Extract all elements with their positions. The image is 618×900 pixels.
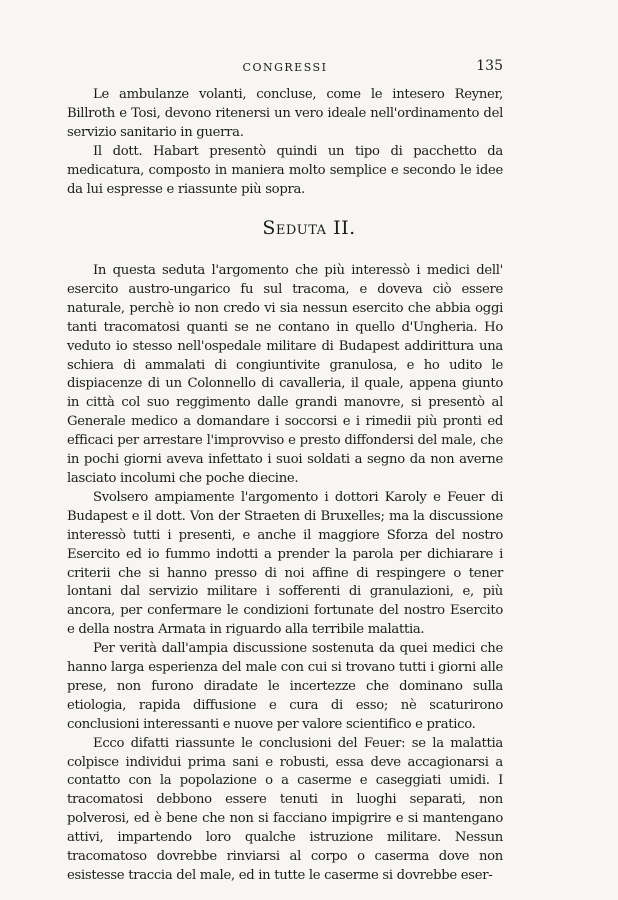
paragraph: Il dott. Habart presentò quindi un tipo di pacchetto da medicatura, composto in maniera molto semplice e secondo le idee da lui espresse e riassunte più sopra.: [67, 143, 503, 197]
paragraph: Ecco difatti riassunte le conclusioni del Feuer: se la malattia colpisce individui prima sani e robusti, essa deve accagionarsi a contatto con la popolazione o a caserme e caseggiati umidi. I tracomatosi debbono essere tenuti in luoghi separati, non polverosi, ed è bene che non si facciano impigrire e si mantengano attivi, impartendo loro qualche istruzione militare. Nessun tracomatoso dovrebbe rinviarsi al corpo o caserma dove non esistesse traccia del male, ed in tutte le caserme si dovrebbe eser-: [67, 735, 503, 883]
running-head: [67, 58, 503, 78]
paragraph: Per verità dall'ampia discussione sostenuta da quei medici che hanno larga esperienza del male con cui si trovano tutti i giorni alle prese, non furono diradate le incertezze che dominano sulla etiologia, rapida diffusione e cura di esso; nè scaturirono conclusioni interessanti e nuove per valore scientifico e pratico.: [67, 641, 503, 732]
intro-text: [67, 86, 503, 199]
paragraph: Svolsero ampiamente l'argomento i dottori Karoly e Feuer di Budapest e il dott. Von der Straeten di Bruxelles; ma la discussione interessò tutti i presenti, e anche il maggiore Sforza del nostro Esercito ed io fummo indotti a prender la parola per dichiarare i criterii che si hanno presso di noi affine di respingere o tener lontani dal servizio militare i sofferenti di granulazioni, e, più ancora, per confermare le condizioni fortunate del nostro Esercito e della nostra Armata in riguardo alla terribile malattia.: [67, 489, 503, 638]
body-text: [67, 262, 503, 886]
paragraph: In questa seduta l'argomento che più interessò i medici dell' esercito austro-ungarico fu sul tracoma, e doveva ciò essere naturale, perchè io non credo vi sia nessun esercito che abbia oggi tanti tracomatosi quanti se ne contano in quello d'Ungheria. Ho veduto io stesso nell'ospedale militare di Budapest addirittura una schiera di ammalati di congiuntivite granulosa, e ho udito le dispiacenze di un Colonnello di cavalleria, il quale, appena giunto in città col suo reggimento dalle grandi manovre, si presentò al Generale medico a domandare i soccorsi e i rimedii più pronti ed efficaci per arrestare l'improvviso e presto diffondersi del male, che in pochi giorni aveva infettato i suoi soldati a segno da non averne lasciato incolumi che poche diecine.: [67, 263, 503, 486]
page-number: 135: [476, 58, 503, 74]
section-heading: Seduta II.: [262, 217, 356, 239]
paragraph: Le ambulanze volanti, concluse, come le intesero Reyner, Billroth e Tosi, devono ritenersi un vero ideale nell'ordinamento del servizio sanitario in guerra.: [67, 87, 503, 140]
running-title: CONGRESSI: [242, 61, 328, 74]
